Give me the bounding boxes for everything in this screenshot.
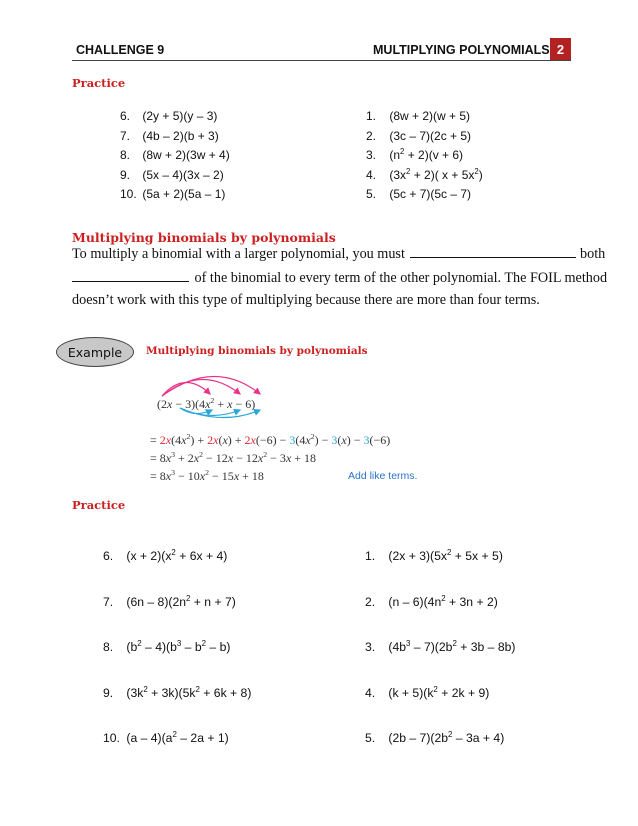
problem-number: 5.: [365, 731, 376, 745]
problem-text: + 6x + 4): [175, 549, 228, 563]
problem-number: 10.: [103, 731, 120, 745]
problem-text: + n + 7): [190, 594, 236, 609]
problem-text: (8w + 2)(3w + 4): [142, 148, 230, 162]
exponent: 2: [474, 166, 479, 176]
exponent: 2: [171, 547, 176, 557]
practice2-problem-right-1: [365, 595, 498, 609]
practice1-problem-right-2: [366, 148, 463, 162]
problem-number: 8.: [120, 148, 131, 162]
problem-text: (6n – 8)(2n: [126, 594, 187, 609]
practice2-problem-left-3: [103, 686, 251, 700]
practice1-problem-left-2: [120, 148, 230, 162]
problem-text: (2b – 7)(2b: [388, 731, 449, 745]
problem-number: 9.: [103, 685, 114, 700]
example-label: Example: [67, 344, 123, 360]
problem-number: 2.: [366, 128, 377, 143]
exponent: 2: [143, 684, 148, 694]
problem-text: (4b: [388, 640, 407, 654]
problem-number: 6.: [103, 549, 114, 563]
problem-text: – 2a + 1): [176, 731, 229, 745]
exponent: 2: [195, 684, 200, 694]
practice1-problem-left-1: [120, 129, 219, 143]
problem-text: + 3k)(5k: [147, 685, 196, 700]
example-step-2: = $8x^3 + 2x^2 - 12x - 12x^2 - 3x + 18$: [150, 450, 317, 465]
exponent: 2: [186, 593, 191, 603]
practice-heading-2: Practice: [72, 498, 126, 512]
header-rule: [72, 60, 571, 61]
page-number-badge: 2: [550, 38, 571, 60]
problem-text: (3x: [389, 167, 407, 182]
practice2-problem-left-1: [103, 595, 236, 609]
problem-text: – 4)(b: [141, 640, 177, 654]
problem-number: 10.: [120, 187, 137, 201]
problem-text: + 3n + 2): [445, 594, 498, 609]
practice2-problem-right-3: [365, 686, 489, 700]
practice2-problem-left-2: [103, 640, 230, 654]
exponent: 2: [137, 638, 142, 648]
example-expression: $(2x - 3)(4x^2 + x - 6)$: [157, 396, 256, 411]
practice2-problem-left-4: [103, 731, 229, 745]
practice1-problem-left-4: [120, 187, 225, 201]
problem-number: 8.: [103, 640, 114, 654]
problem-text: + 5x + 5): [451, 549, 503, 563]
paragraph-line-2: [72, 269, 607, 287]
problem-number: 5.: [366, 187, 377, 201]
problem-number: 3.: [366, 148, 377, 162]
problem-text: (3c – 7)(2c + 5): [389, 128, 472, 143]
problem-text: (2x + 3)(5x: [388, 549, 447, 563]
problem-number: 2.: [365, 594, 376, 609]
fill-blank-1[interactable]: [410, 245, 576, 258]
exponent: 2: [452, 638, 457, 648]
exponent: 2: [201, 638, 207, 648]
problem-text: (a – 4)(a: [126, 731, 173, 745]
practice1-problem-left-0: [120, 109, 217, 123]
problem-text: + 2)( x + 5x: [410, 167, 475, 182]
practice2-problem-right-2: [365, 640, 515, 654]
practice1-problem-right-0: [366, 109, 470, 123]
problem-text: (x + 2)(x: [126, 549, 172, 563]
problem-number: 1.: [365, 549, 376, 563]
paragraph-line-2-text: of the binomial to every term of the other polynomial. The FOIL method: [194, 270, 608, 286]
distribution-arrows: [140, 370, 280, 420]
exponent: 3: [176, 638, 182, 648]
problem-text: (5c + 7)(5c – 7): [389, 187, 472, 201]
problem-number: 4.: [366, 167, 377, 182]
paragraph-line-3: doesn’t work with this type of multiplying because there are more than four terms.: [72, 292, 540, 308]
practice-heading-1: Practice: [72, 76, 126, 90]
exponent: 2: [446, 547, 452, 557]
problem-text: (k + 5)(k: [388, 685, 434, 700]
exponent: 2: [441, 593, 446, 603]
problem-text: (b: [126, 640, 138, 654]
problem-text: (n: [389, 148, 401, 162]
practice2-problem-right-4: [365, 731, 504, 745]
problem-number: 4.: [365, 685, 376, 700]
problem-text: + 6k + 8): [199, 685, 252, 700]
problem-text: (8w + 2)(w + 5): [389, 109, 471, 123]
exponent: 2: [172, 729, 177, 739]
problem-number: 6.: [120, 109, 131, 123]
problem-text: + 2)(v + 6): [404, 148, 464, 162]
problem-text: (5x – 4)(3x – 2): [142, 167, 224, 182]
problem-text: (3k: [126, 685, 144, 700]
problem-text: + 2k + 9): [437, 685, 490, 700]
fill-blank-2[interactable]: [72, 269, 189, 282]
practice1-problem-right-3: [366, 168, 483, 182]
paragraph-line-1-a: To multiply a binomial with a larger polynomial, you must: [72, 246, 405, 262]
problem-text: – b: [181, 640, 202, 654]
problem-text: + 3b – 8b): [456, 640, 516, 654]
example-badge: [56, 337, 134, 367]
exponent: 2: [448, 729, 453, 739]
problem-text: (n – 6)(4n: [388, 594, 442, 609]
problem-number: 7.: [103, 594, 114, 609]
problem-text: (4b – 2)(b + 3): [142, 128, 219, 143]
problem-text: – 3a + 4): [452, 731, 505, 745]
problem-text: – b): [206, 640, 231, 654]
practice1-problem-right-1: [366, 129, 471, 143]
header-right: MULTIPLYING POLYNOMIALS: [373, 43, 550, 57]
problem-text: – 7)(2b: [410, 640, 453, 654]
header-left: CHALLENGE 9: [76, 43, 165, 57]
exponent: 2: [433, 684, 438, 694]
practice2-problem-right-0: [365, 549, 503, 563]
section-heading: Multiplying binomials by polynomials: [72, 230, 336, 245]
example-title: Multiplying binomials by polynomials: [146, 345, 368, 357]
problem-text: (2y + 5)(y – 3): [142, 109, 218, 123]
problem-text: (5a + 2)(5a – 1): [142, 187, 226, 201]
exponent: 3: [406, 638, 411, 648]
exponent: 2: [406, 166, 411, 176]
problem-number: 1.: [366, 109, 377, 123]
practice1-problem-left-3: [120, 168, 224, 182]
add-like-terms-note: Add like terms.: [348, 470, 418, 482]
problem-text: ): [478, 167, 483, 182]
practice2-problem-left-0: [103, 549, 227, 563]
example-step-1: = $2x(4x^2) + 2x(x) + 2x(-6) - 3(4x^2) - 3(x) - 3(-6)$: [150, 432, 391, 447]
paragraph-line-1-b: both: [580, 246, 606, 262]
paragraph-line-1: [72, 245, 605, 263]
problem-number: 3.: [365, 640, 376, 654]
problem-number: 7.: [120, 128, 131, 143]
exponent: 2: [400, 147, 405, 156]
example-step-3: = $8x^3 - 10x^2 - 15x + 18$: [150, 468, 264, 483]
problem-number: 9.: [120, 167, 131, 182]
practice1-problem-right-4: [366, 187, 471, 201]
